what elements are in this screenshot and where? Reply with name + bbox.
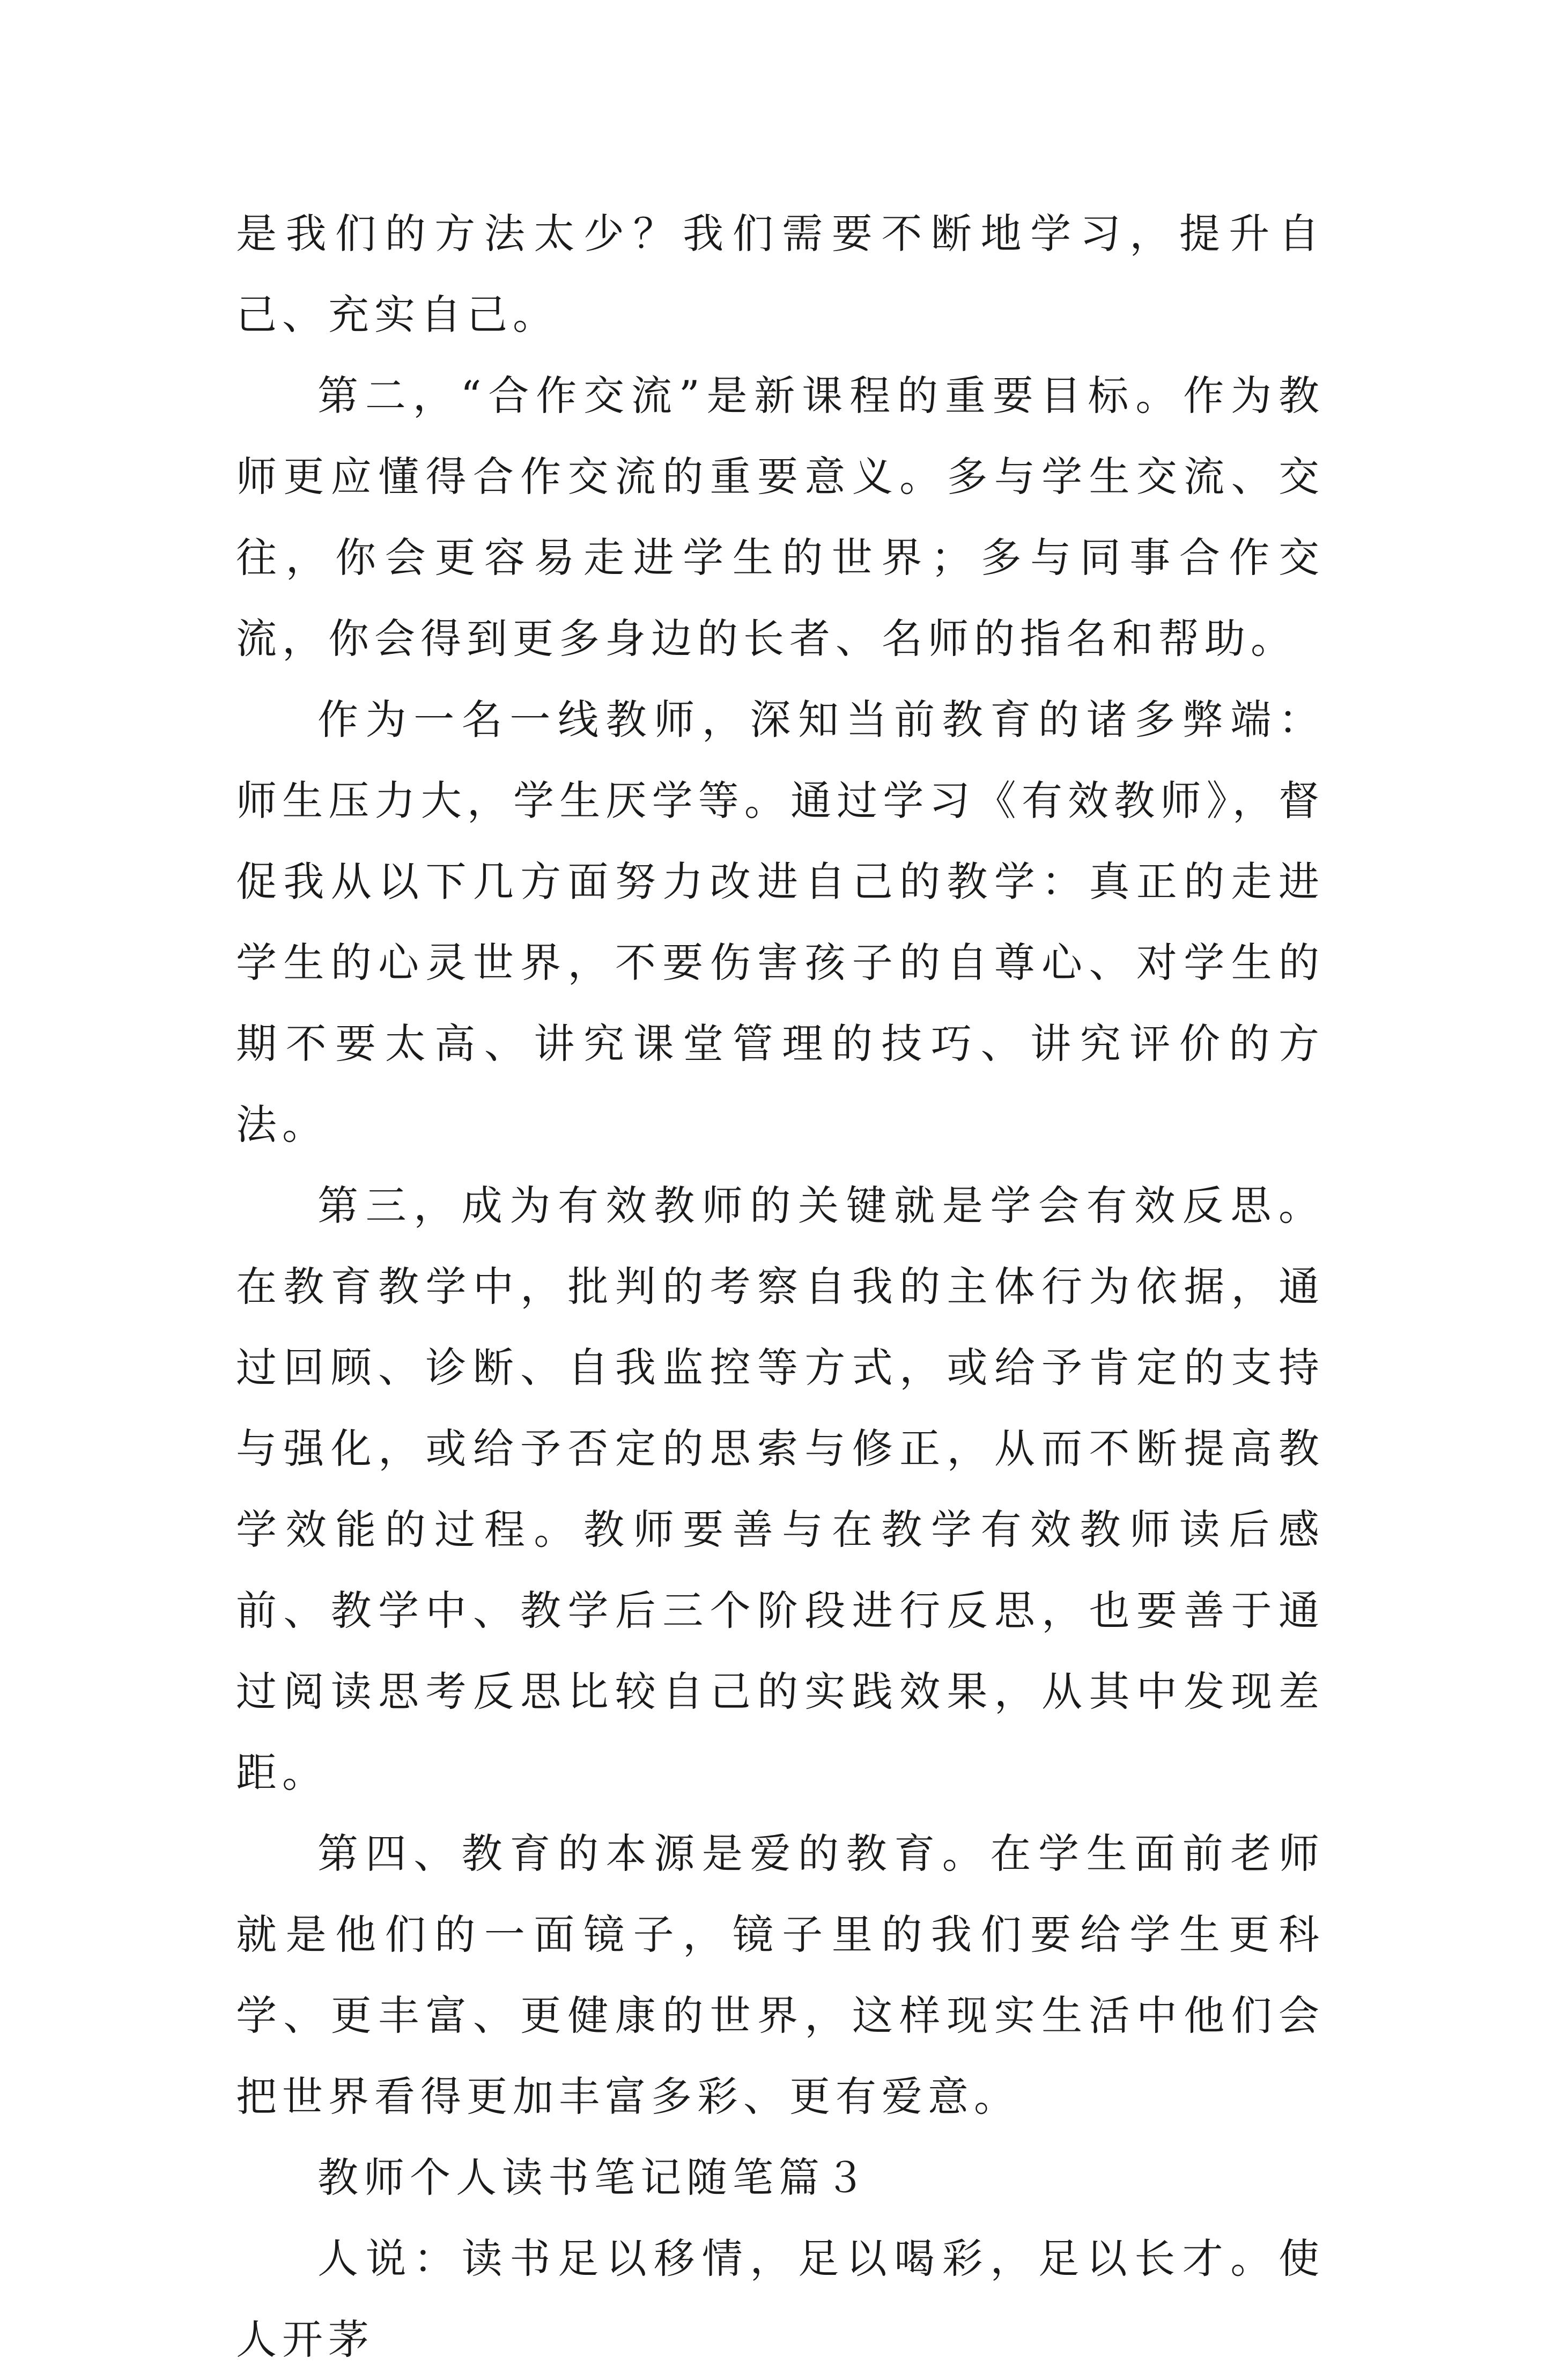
paragraph: 第三，成为有效教师的关键就是学会有效反思。在教育教学中，批判的考察自我的主体行为依据，通过回顾、诊断、自我监控等方式，或给予肯定的支持与强化，或给予否定的思索与修正，从而不断提高教学效能的过程。教师要善与在教学有效教师读后感前、教学中、教学后三个阶段进行反思，也要善于通过阅读思考反思比较自己的实践效果，从其中发现差距。 <box>236 1182 1325 1796</box>
section-heading: 教师个人读书笔记随笔篇３ <box>317 2154 871 2201</box>
paragraph: 人说：读书足以移情，足以喝彩，足以长才。使人开茅 <box>236 2235 1325 2363</box>
paragraph: 第二，“合作交流”是新课程的重要目标。作为教师更应懂得合作交流的重要意义。多与学生交流、交往，你会更容易走进学生的世界；多与同事合作交流，你会得到更多身边的长者、名师的指名和帮助。 <box>236 372 1325 662</box>
paragraph: 是我们的方法太少？我们需要不断地学习，提升自己、充实自己。 <box>236 210 1325 338</box>
document-body <box>236 193 1325 2380</box>
paragraph: 作为一名一线教师，深知当前教育的诸多弊端：师生压力大，学生厌学等。通过学习《有效教师》，督促我从以下几方面努力改进自己的教学：真正的走进学生的心灵世界，不要伤害孩子的自尊心、对学生的期不要太高、讲究课堂管理的技巧、讲究评价的方法。 <box>236 696 1325 1148</box>
paragraph: 第四、教育的本源是爱的教育。在学生面前老师就是他们的一面镜子，镜子里的我们要给学生更科学、更丰富、更健康的世界，这样现实生活中他们会把世界看得更加丰富多彩、更有爱意。 <box>236 1830 1325 2120</box>
